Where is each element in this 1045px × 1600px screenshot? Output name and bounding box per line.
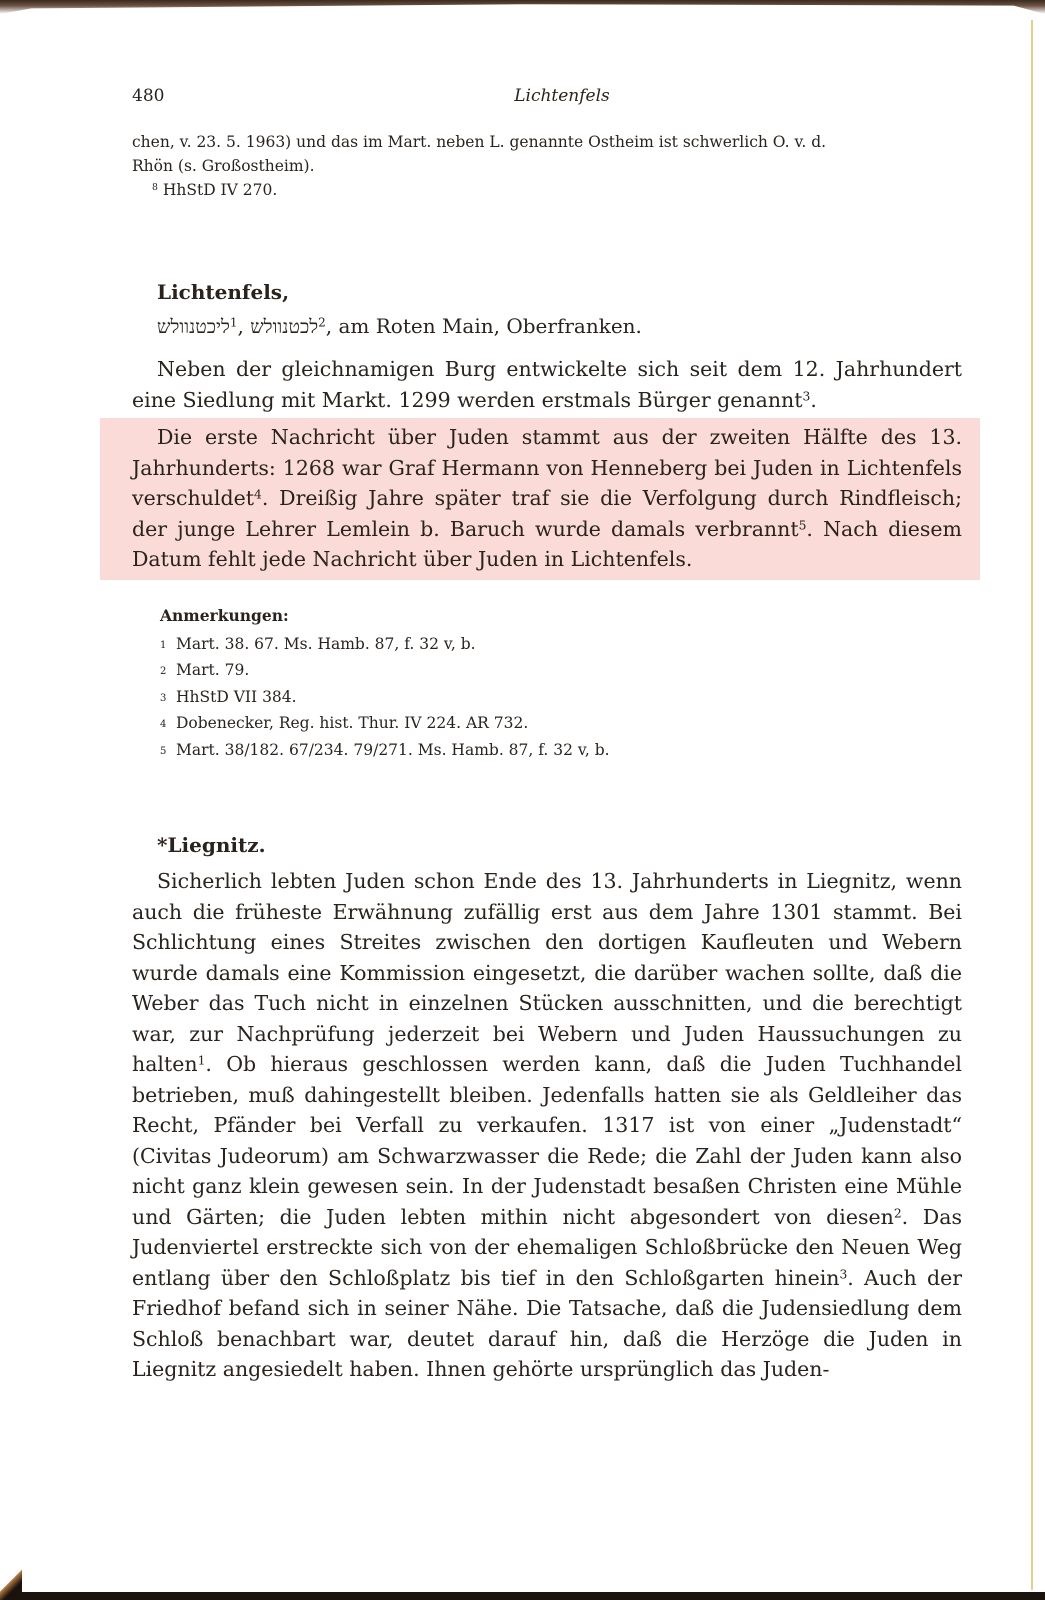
hebrew-name: לכטנוולש [250,316,319,338]
note-item [160,685,760,712]
notes-title: Anmerkungen: [160,606,289,625]
running-head [132,86,952,110]
page-edge-bottom [0,1592,1045,1600]
page-edge-right [1031,20,1033,1590]
footnote-number: 8 [152,181,158,193]
page-number: 480 [132,86,165,106]
note-item [160,658,760,685]
footnote-ref: 2 [893,1205,902,1220]
footnote-ref: 3 [839,1266,848,1281]
previous-footnotes [132,130,962,202]
paragraph-text: Die erste Nachricht über Juden stammt aus der zweiten Hälfte des 13. Jahrhunderts: 1268 war Graf Hermann von Henneberg bei Juden in Lichtenfels verschuldet [132,425,962,510]
footnote-8 [132,178,962,202]
note-text: Mart. 79. [176,661,250,679]
entry-heading-liegnitz: *Liegnitz. [157,833,266,857]
footnote-ref: 1 [229,315,238,330]
location-text: , am Roten Main, Oberfranken. [325,314,642,338]
note-text: Mart. 38/182. 67/234. 79/271. Ms. Hamb. 87, f. 32 v, b. [176,740,610,759]
paragraph-text: Neben der gleichnamigen Burg entwickelte sich seit dem 12. Jahrhundert eine Siedlung mit Markt. 1299 werden erstmals Bürger genannt [132,357,962,412]
note-item [160,738,760,765]
liegnitz-paragraph [132,866,962,1385]
footnote-ref: 1 [197,1053,206,1068]
footnote-ref: 2 [318,315,326,330]
footnote-ref: 5 [798,517,807,532]
paragraph-text: Sicherlich lebten Juden schon Ende des 13. Jahrhunderts in Liegnitz, wenn auch die früheste Erwähnung zufällig erst aus dem Jahre 1301 stammt. Bei Schlichtung eines Streites zwischen den dortigen Kaufleuten und Webern wurde damals eine Kommission eingesetzt, die darüber wachen sollte, daß die Weber das Tuch nicht in einzelnen Stücken ausschnitten, und die berechtigt war, zur Nachprüfung jederzeit bei Webern und Juden Haussuchungen zu halten [132,869,962,1076]
note-number: 3 [160,692,167,704]
note-number: 2 [160,666,167,677]
footnote-ref: 3 [802,388,811,403]
paragraph-text: . [810,387,817,412]
hebrew-name: ליכטנוולש [157,316,230,338]
separator: , [237,314,251,338]
note-text: Dobenecker, Reg. hist. Thur. IV 224. AR 732. [176,714,529,732]
paragraph-text: . Nach diesem Datum fehlt jede Nachricht über Juden in Lichtenfels. [132,516,962,571]
page-edge-top [0,0,1045,14]
lichtenfels-paragraph-2 [132,422,962,575]
notes-section [160,603,760,764]
page-curl-corner [0,1560,22,1600]
paragraph-text: . Das Judenviertel erstreckte sich von der ehemaligen Schloßbrücke den Neuen Weg entlang über den Schloßplatz bis tief in den Schloßgarten hinein [132,1204,962,1290]
footnote-text: HhStD IV 270. [162,181,278,199]
note-text: Mart. 38. 67. Ms. Hamb. 87, f. 32 v, b. [176,634,476,653]
entry-heading-lichtenfels: Lichtenfels, [157,280,290,304]
note-text: HhStD VII 384. [176,687,297,706]
paragraph-text: . Auch der Friedhof befand sich in seiner Nähe. Die Tatsache, daß die Judensiedlung dem Schloß benachbart war, deutet darauf hin, daß die Herzöge die Juden in Liegnitz angesiedelt haben. Ihnen gehörte ursprünglich das Juden- [132,1265,963,1381]
lichtenfels-paragraph-1 [132,354,962,415]
note-item [160,711,760,738]
running-title: Lichtenfels [514,86,610,106]
footnote-ref: 4 [253,487,262,502]
note-number: 4 [160,719,167,730]
note-number: 5 [160,745,167,757]
note-number: 1 [160,639,167,651]
hebrew-names-line [157,314,987,339]
paragraph-text: . Ob hieraus geschlossen werden kann, daß die Juden Tuchhandel betrieben, muß dahingestellt bleiben. Jedenfalls hatten sie als Geldleiher das Recht, Pfänder bei Verfall zu verkaufen. 1317 ist von einer „Judenstadt“ (Civitas Judeorum) am Schwarzwasser die Rede; die Zahl der Juden kann also nicht ganz klein gewesen sein. In der Judenstadt besaßen Christen eine Mühle und Gärten; die Juden lebten mithin nicht abgesondert von diesen [132,1052,962,1229]
footnote-carry-line: chen, v. 23. 5. 1963) und das im Mart. neben L. genannte Ostheim ist schwerlich O. v. d. [132,133,827,151]
paragraph-text: . Dreißig Jahre später traf sie die Verfolgung durch Rindfleisch; der junge Lehrer Lemlein b. Baruch wurde damals verbrannt [132,486,962,541]
footnote-carry-line: Rhön (s. Großostheim). [132,157,315,175]
note-item [160,632,760,659]
